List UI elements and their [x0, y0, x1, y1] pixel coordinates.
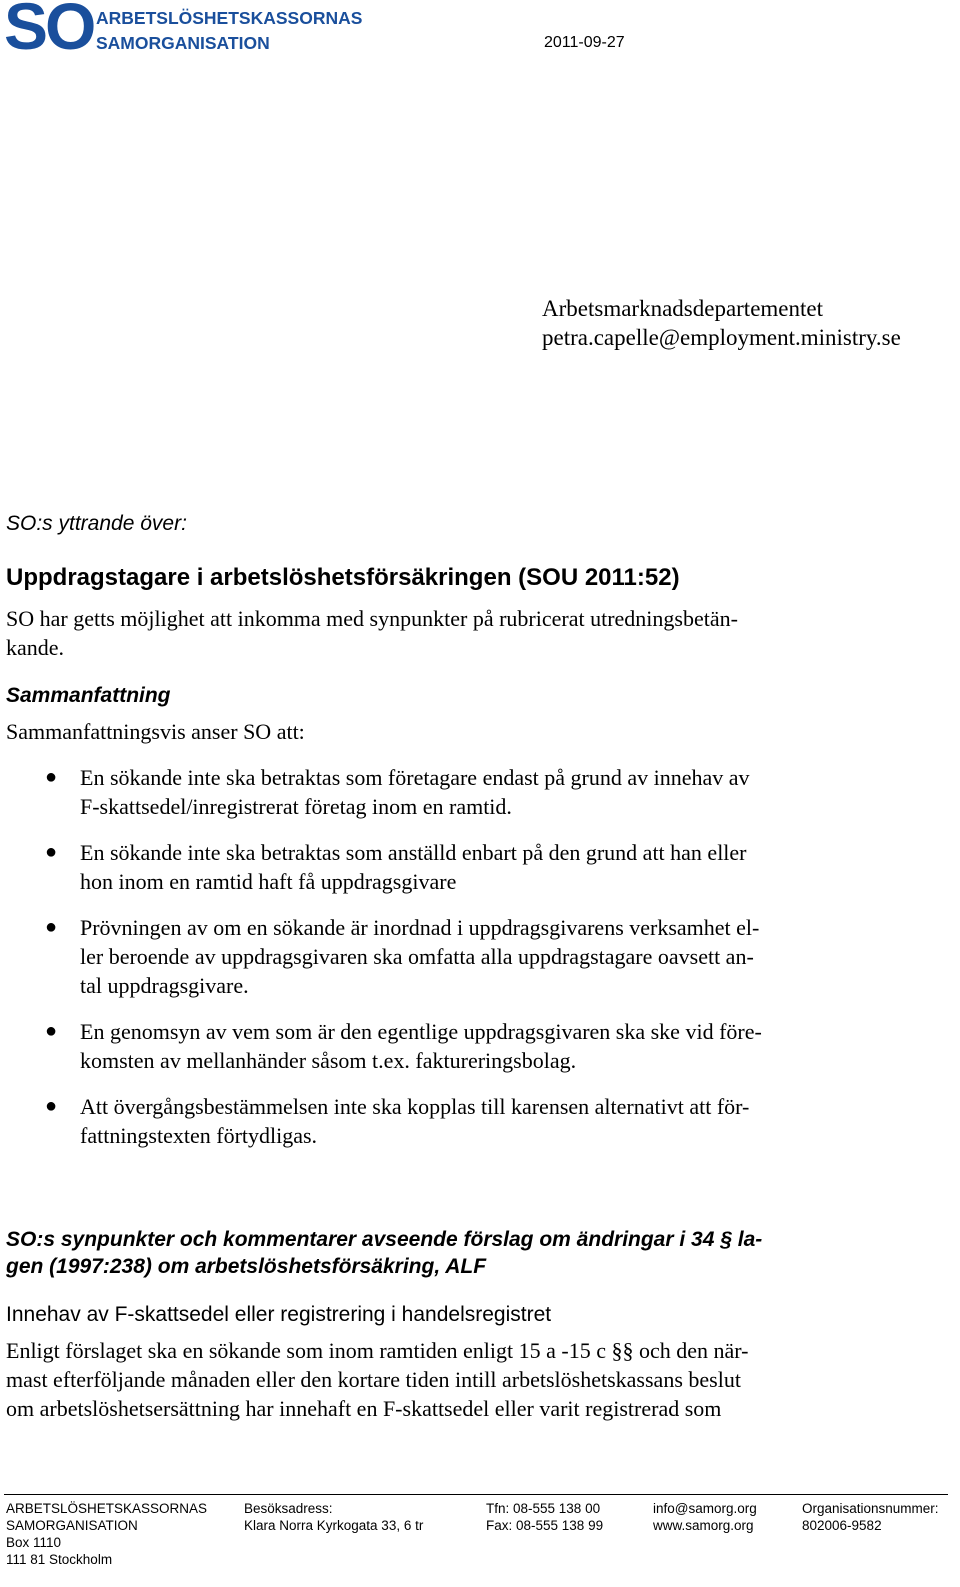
footer-org-number — [802, 1500, 939, 1534]
intro-heading: SO:s yttrande över: — [6, 512, 187, 535]
bullet-dot-icon: ● — [45, 916, 58, 938]
footer-orgnr-label: Organisationsnummer: — [802, 1501, 939, 1516]
comments-heading-line: gen (1997:238) om arbetslöshetsförsäkring, ALF — [6, 1255, 487, 1278]
footer-org-name: ARBETSLÖSHETSKASSORNAS — [6, 1501, 208, 1516]
summary-intro: Sammanfattningsvis anser SO att: — [6, 719, 305, 744]
bullet-line: Att övergångsbestämmelsen inte ska kopplas till karensen alternativt att för- — [80, 1094, 750, 1119]
bullet-line: komsten av mellanhänder såsom t.ex. faktureringsbolag. — [80, 1048, 577, 1073]
bullet-line: En sökande inte ska betraktas som anställd enbart på den grund att han eller — [80, 840, 747, 865]
summary-bullet — [0, 1092, 880, 1150]
footer-fax: Fax: 08-555 138 99 — [486, 1518, 604, 1533]
bullet-dot-icon: ● — [45, 1095, 58, 1117]
section-heading: Innehav av F-skattsedel eller registrering i handelsregistret — [6, 1303, 552, 1326]
bullet-dot-icon: ● — [45, 766, 58, 788]
document-date: 2011-09-27 — [544, 34, 625, 51]
bullet-dot-icon: ● — [45, 1020, 58, 1042]
bullet-line: hon inom en ramtid haft få uppdragsgivare — [80, 869, 457, 894]
footer-divider — [4, 1494, 948, 1495]
section-body-line: Enligt förslaget ska en sökande som inom ramtiden enligt 15 a -15 c §§ och den när- — [6, 1338, 749, 1363]
footer-visit-address — [244, 1500, 423, 1534]
organization-logo — [4, 0, 364, 63]
bullet-line: F-skattsedel/inregistrerat företag inom en ramtid. — [80, 794, 512, 819]
summary-bullet — [0, 1017, 880, 1075]
footer-contact-phone — [486, 1500, 603, 1534]
footer-visit-label: Besöksadress: — [244, 1501, 333, 1516]
summary-bullet — [0, 838, 880, 896]
bullet-dot-icon: ● — [45, 841, 58, 863]
bullet-line: ler beroende av uppdragsgivaren ska omfatta alla uppdragstagare oavsett an- — [80, 944, 754, 969]
recipient-block — [542, 294, 901, 352]
footer-phone: Tfn: 08-555 138 00 — [486, 1501, 601, 1516]
bullet-line: En sökande inte ska betraktas som företagare endast på grund av innehav av — [80, 765, 750, 790]
footer-visit-street: Klara Norra Kyrkogata 33, 6 tr — [244, 1518, 424, 1533]
intro-line: SO har getts möjlighet att inkomma med synpunkter på rubricerat utredningsbetän- — [6, 606, 738, 631]
comments-heading-line: SO:s synpunkter och kommentarer avseende förslag om ändringar i 34 § la- — [6, 1228, 763, 1251]
recipient-name: Arbetsmarknadsdepartementet — [542, 296, 823, 321]
bullet-line: fattningstexten förtydligas. — [80, 1123, 318, 1148]
section-body-line: om arbetslöshetsersättning har innehaft en F-skattsedel eller varit registrerad som — [6, 1396, 722, 1421]
intro-line: kande. — [6, 635, 65, 660]
footer-contact-web — [653, 1500, 757, 1534]
logo-mark: SO — [4, 0, 94, 63]
footer-website[interactable]: www.samorg.org — [653, 1518, 754, 1533]
comments-heading — [6, 1226, 762, 1280]
intro-paragraph — [6, 604, 738, 662]
section-body — [6, 1336, 748, 1423]
summary-bullet-list — [0, 763, 880, 1167]
footer-org-name: SAMORGANISATION — [6, 1518, 138, 1533]
section-body-line: mast efterföljande månaden eller den kortare tiden intill arbetslöshetskassans beslut — [6, 1367, 741, 1392]
bullet-line: En genomsyn av vem som är den egentlige uppdragsgivaren ska ske vid före- — [80, 1019, 762, 1044]
footer-postal-city: 111 81 Stockholm — [6, 1552, 113, 1567]
footer-postal-box: Box 1110 — [6, 1535, 62, 1550]
bullet-line: tal uppdragsgivare. — [80, 973, 249, 998]
document-title: Uppdragstagare i arbetslöshetsförsäkringen (SOU 2011:52) — [6, 564, 680, 591]
footer-organization — [6, 1500, 207, 1568]
summary-bullet — [0, 913, 880, 1000]
logo-text-line2: SAMORGANISATION — [96, 33, 270, 53]
footer-orgnr-value: 802006-9582 — [802, 1518, 882, 1533]
logo-text-line1: ARBETSLÖSHETSKASSORNAS — [96, 8, 363, 28]
bullet-line: Prövningen av om en sökande är inordnad i uppdragsgivarens verksamhet el- — [80, 915, 760, 940]
summary-heading: Sammanfattning — [6, 684, 171, 707]
recipient-email: petra.capelle@employment.ministry.se — [542, 325, 901, 350]
summary-bullet — [0, 763, 880, 821]
footer-email[interactable]: info@samorg.org — [653, 1501, 757, 1516]
